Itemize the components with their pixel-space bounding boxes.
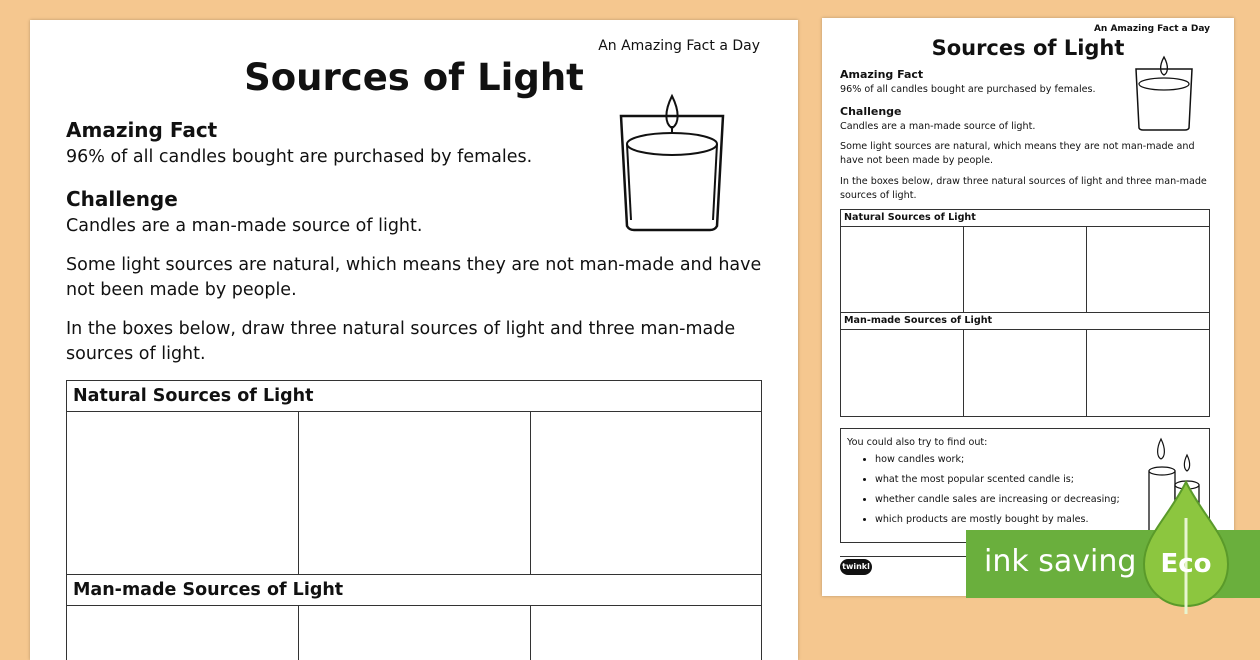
paragraph-instructions: In the boxes below, draw three natural sources of light and three man-made sources of light.	[840, 176, 1207, 201]
natural-sources-label: Natural Sources of Light	[67, 381, 761, 412]
drawing-cell[interactable]	[1087, 330, 1211, 416]
drawing-cell[interactable]	[299, 412, 531, 574]
list-item: • which products are mostly bought by males.	[875, 510, 1209, 530]
challenge-text: Candles are a man-made source of light.	[66, 216, 423, 236]
drawing-cell[interactable]	[841, 330, 964, 416]
drawing-cell[interactable]	[964, 227, 1087, 312]
twinkl-logo: twinkl	[840, 559, 872, 575]
natural-sources-box	[66, 380, 762, 575]
challenge-text: Candles are a man-made source of light.	[840, 121, 1036, 132]
drawing-cell[interactable]	[299, 606, 531, 660]
manmade-sources-box	[840, 313, 1210, 417]
drawing-cell[interactable]	[67, 606, 299, 660]
manmade-sources-label: Man-made Sources of Light	[67, 575, 761, 606]
candle-jar-icon	[1132, 54, 1196, 134]
drawing-cell[interactable]	[531, 412, 763, 574]
eco-drop-icon	[1138, 478, 1258, 618]
manmade-sources-label: Man-made Sources of Light	[841, 313, 1209, 330]
list-item: • what the most popular scented candle is;	[875, 470, 1209, 490]
fact-text: 96% of all candles bought are purchased by females.	[66, 147, 533, 167]
paragraph-instructions: In the boxes below, draw three natural sources of light and three man-made sources of light.	[66, 319, 736, 364]
manmade-sources-box	[66, 575, 762, 660]
challenge-heading: Challenge	[66, 187, 178, 211]
fact-heading: Amazing Fact	[66, 118, 218, 142]
list-item: • whether candle sales are increasing or decreasing;	[875, 490, 1209, 510]
tagline: An Amazing Fact a Day	[1093, 24, 1210, 34]
challenge-heading: Challenge	[840, 105, 902, 118]
drawing-cell[interactable]	[1087, 227, 1211, 312]
tagline: An Amazing Fact a Day	[598, 38, 760, 54]
list-item: • how candles work;	[875, 450, 1209, 470]
drawing-cell[interactable]	[964, 330, 1087, 416]
ink-saving-label: ink saving	[984, 544, 1137, 579]
paragraph-natural: Some light sources are natural, which means they are not man-made and have not been made by people.	[840, 141, 1195, 166]
paragraph-natural: Some light sources are natural, which means they are not man-made and have not been made by people.	[66, 255, 762, 300]
natural-sources-label: Natural Sources of Light	[841, 210, 1209, 227]
drawing-cell[interactable]	[531, 606, 763, 660]
eco-label: Eco	[1160, 549, 1212, 579]
worksheet-page-large	[30, 20, 798, 660]
candle-jar-icon	[615, 88, 730, 238]
drawing-cell[interactable]	[67, 412, 299, 574]
drawing-cell[interactable]	[841, 227, 964, 312]
natural-sources-box	[840, 209, 1210, 313]
fact-text: 96% of all candles bought are purchased by females.	[840, 84, 1096, 95]
further-research-intro: You could also try to find out:	[847, 437, 988, 448]
fact-heading: Amazing Fact	[840, 68, 924, 81]
page-title: Sources of Light	[931, 36, 1125, 60]
page-title: Sources of Light	[244, 56, 584, 99]
